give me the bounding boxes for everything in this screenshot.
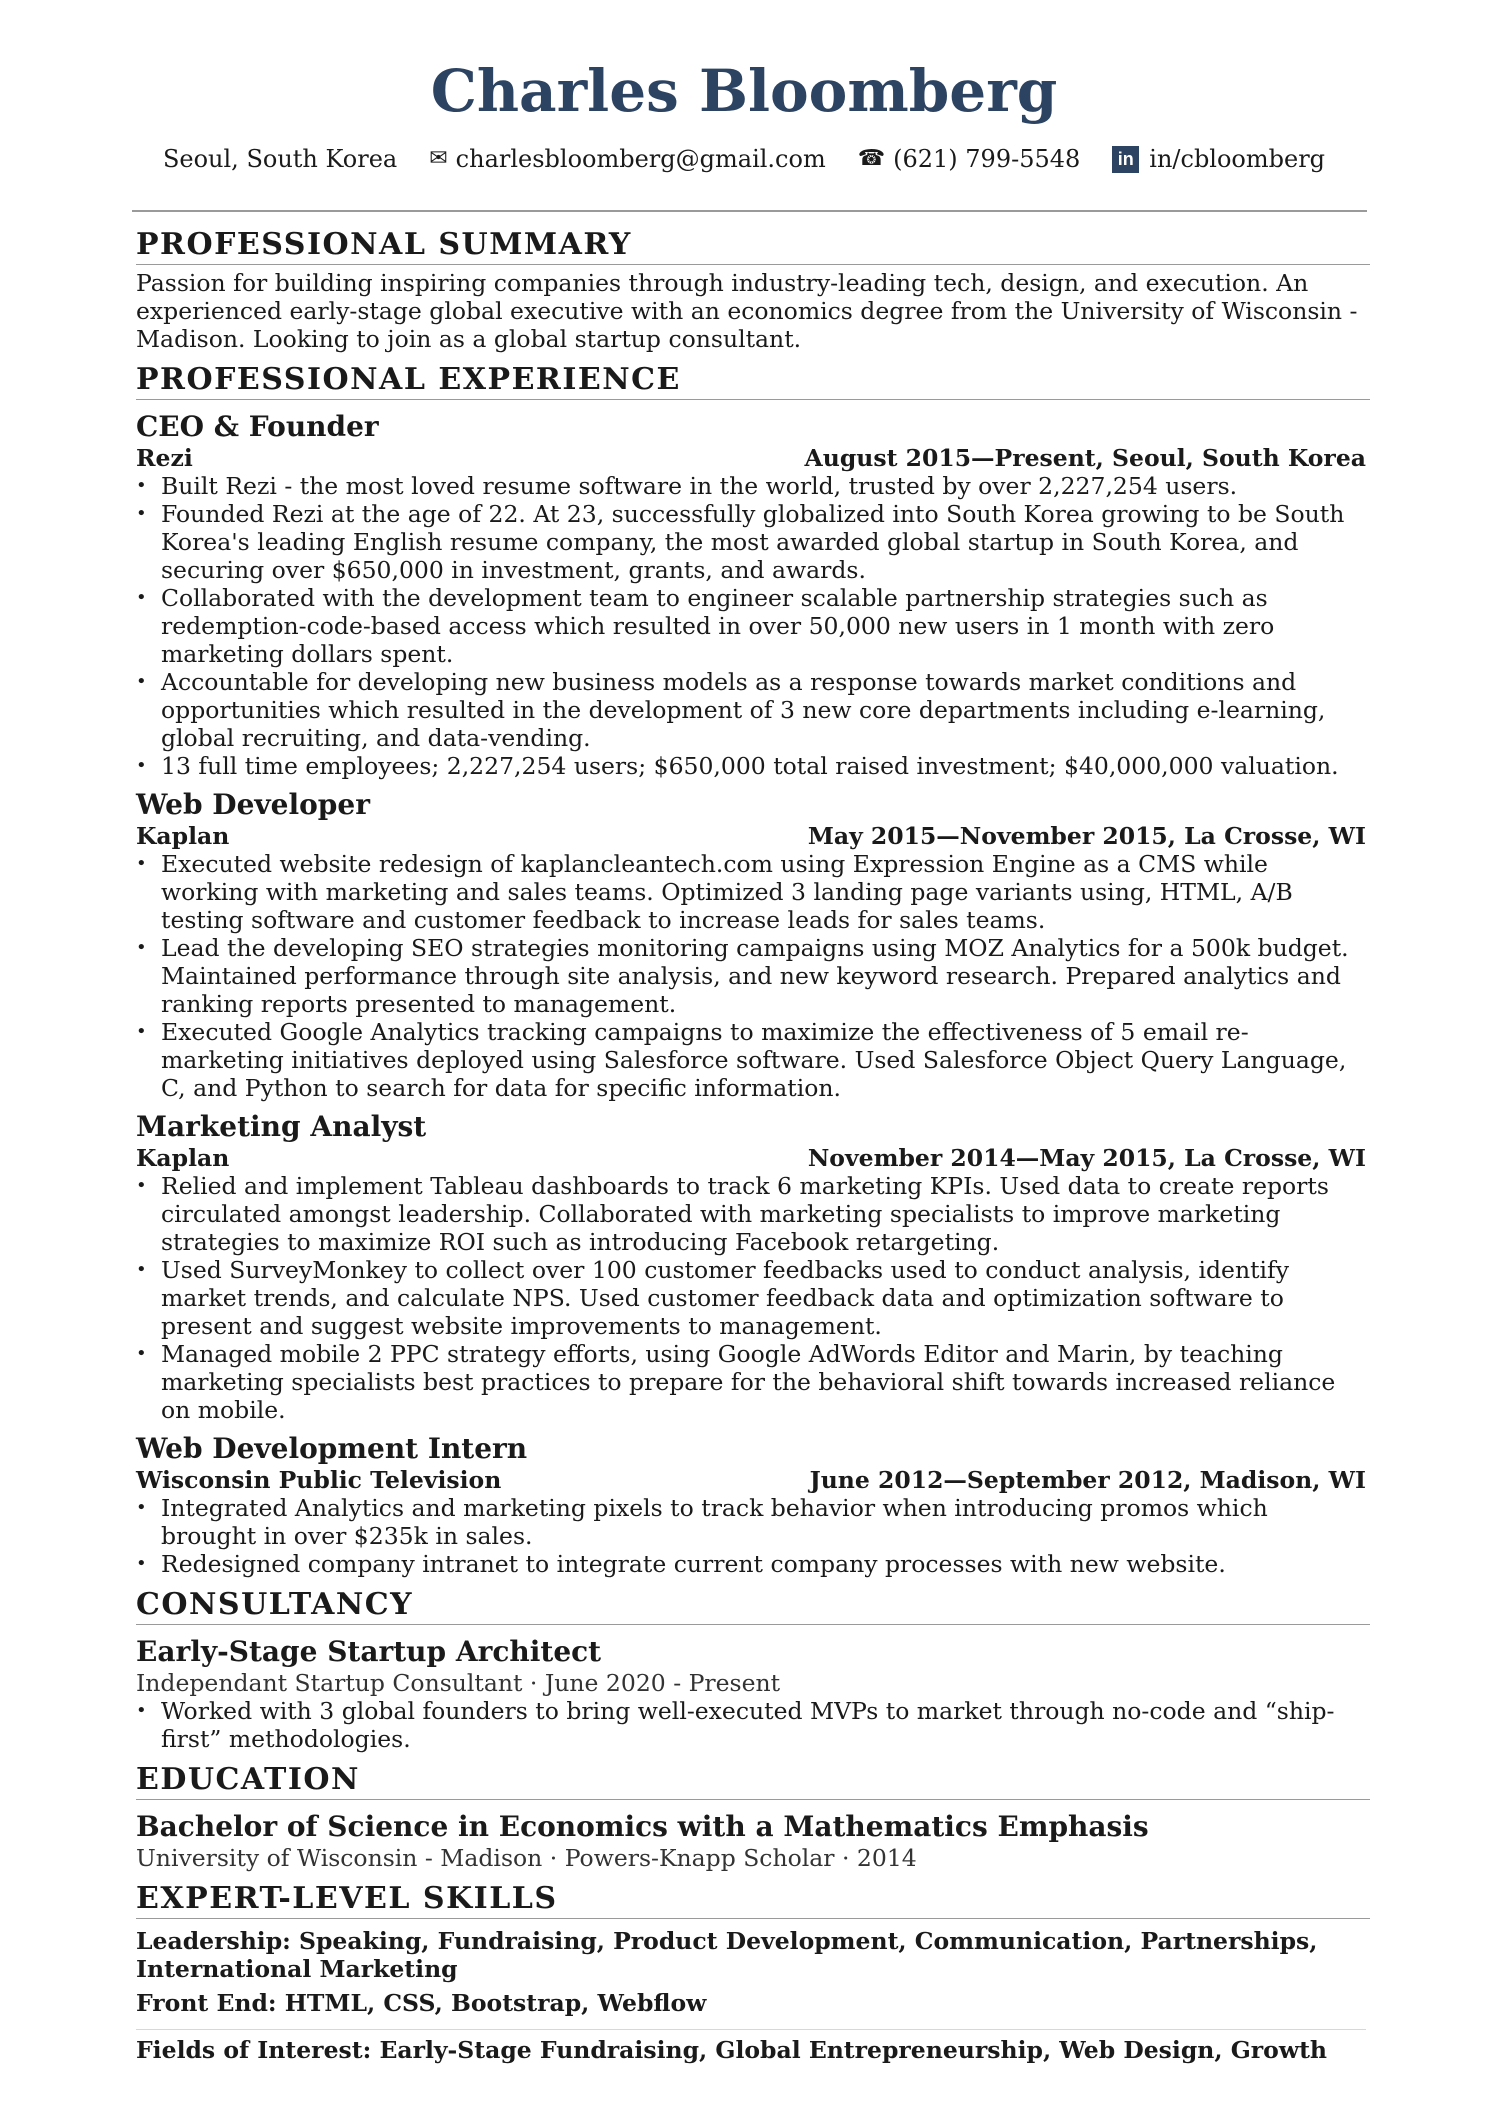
consultancy-role: Early-Stage Startup Architect (136, 1635, 602, 1668)
section-title-experience: PROFESSIONAL EXPERIENCE (136, 361, 1370, 400)
list-item: • 13 full time employees; 2,227,254 users; $650,000 total raised investment; $40,000,000 valuation. (136, 752, 1366, 780)
job-title: Marketing Analyst (136, 1110, 427, 1143)
consultancy-subline: Independant Startup Consultant · June 2020 - Present (136, 1669, 781, 1697)
list-item: • Built Rezi - the most loved resume software in the world, trusted by over 2,227,254 users. (136, 472, 1366, 500)
skill-row: Leadership: Speaking, Fundraising, Product Development, Communication, Partnerships, International Marketing (136, 1927, 1318, 1983)
job-dates-location: May 2015—November 2015, La Crosse, WI (807, 822, 1366, 850)
job-company: Rezi (136, 444, 193, 472)
job-header (136, 822, 1366, 850)
candidate-name: Charles Bloomberg (430, 57, 1058, 125)
linkedin-text[interactable]: in/cbloomberg (1149, 145, 1326, 173)
list-item: • Executed website redesign of kaplancleantech.com using Expression Engine as a CMS while working with marketing and sales teams. Optimized 3 landing page variants using, HTML, A/B testing software and customer feedback to increase leads for sales teams. (136, 850, 1366, 934)
job-title: CEO & Founder (136, 410, 379, 443)
education-subline: University of Wisconsin - Madison · Powers-Knapp Scholar · 2014 (136, 1844, 917, 1872)
section-title-skills: EXPERT-LEVEL SKILLS (136, 1880, 1370, 1919)
list-item: • Managed mobile 2 PPC strategy efforts, using Google AdWords Editor and Marin, by teaching marketing specialists best practices to prepare for the behavioral shift towards increased reliance on mobile. (136, 1340, 1366, 1424)
job-company: Wisconsin Public Television (136, 1466, 502, 1494)
section-title-consultancy: CONSULTANCY (136, 1586, 1370, 1625)
phone-icon: ☎ (857, 146, 886, 171)
list-item: • Integrated Analytics and marketing pixels to track behavior when introducing promos which brought in over $235k in sales. (136, 1494, 1366, 1550)
job-dates-location: August 2015—Present, Seoul, South Korea (804, 444, 1366, 472)
job-bullets (136, 472, 1366, 780)
list-item: • Redesigned company intranet to integrate current company processes with new website. (136, 1550, 1366, 1578)
job-bullets (136, 1494, 1366, 1578)
list-item: • Accountable for developing new business models as a response towards market conditions and opportunities which resulted in the development of 3 new core departments including e-learning, global recruiting, and data-vending. (136, 668, 1366, 752)
location-text: Seoul, South Korea (162, 145, 398, 173)
list-item: • Relied and implement Tableau dashboards to track 6 marketing KPIs. Used data to create reports circulated amongst leadership. Collaborated with marketing specialists to improve marketing strategies to maximize ROI such as introducing Facebook retargeting. (136, 1172, 1366, 1256)
contact-phone[interactable] (858, 142, 1081, 176)
contact-location (163, 142, 397, 176)
contact-linkedin[interactable] (1112, 142, 1325, 176)
skills-divider (136, 2029, 1366, 2030)
contact-email[interactable] (429, 142, 825, 176)
job-header (136, 1144, 1366, 1172)
header-divider (132, 210, 1367, 212)
list-item: • Executed Google Analytics tracking campaigns to maximize the effectiveness of 5 email re-marketing initiatives deployed using Salesforce software. Used Salesforce Object Query Language, C, and Python to search for data for specific information. (136, 1018, 1366, 1102)
linkedin-icon: in (1112, 146, 1139, 173)
list-item: • Lead the developing SEO strategies monitoring campaigns using MOZ Analytics for a 500k budget. Maintained performance through site analysis, and new keyword research. Prepared analytics and ranking reports presented to management. (136, 934, 1366, 1018)
consultancy-bullets (136, 1697, 1366, 1753)
section-title-summary: PROFESSIONAL SUMMARY (136, 226, 1370, 265)
contact-bar (0, 142, 1488, 176)
list-item: • Used SurveyMonkey to collect over 100 customer feedbacks used to conduct analysis, identify market trends, and calculate NPS. Used customer feedback data and optimization software to present and suggest website improvements to management. (136, 1256, 1366, 1340)
job-dates-location: November 2014—May 2015, La Crosse, WI (807, 1144, 1366, 1172)
job-company: Kaplan (136, 1144, 230, 1172)
skill-row: Fields of Interest: Early-Stage Fundraising, Global Entrepreneurship, Web Design, Growth (136, 2036, 1328, 2064)
job-title: Web Development Intern (136, 1432, 528, 1465)
job-title: Web Developer (136, 788, 370, 821)
resume-body (136, 224, 1366, 2064)
skill-row: Front End: HTML, CSS, Bootstrap, Webflow (136, 1989, 707, 2017)
phone-text[interactable]: (621) 799-5548 (893, 145, 1081, 173)
list-item: • Collaborated with the development team to engineer scalable partnership strategies such as redemption-code-based access which resulted in over 50,000 new users in 1 month with zero marketing dollars spent. (136, 584, 1366, 668)
list-item: • Founded Rezi at the age of 22. At 23, successfully globalized into South Korea growing to be South Korea's leading English resume company, the most awarded global startup in South Korea, and securing over $650,000 in investment, grants, and awards. (136, 500, 1366, 584)
job-bullets (136, 850, 1366, 1102)
education-degree: Bachelor of Science in Economics with a Mathematics Emphasis (136, 1810, 1149, 1843)
envelope-icon: ✉ (429, 146, 448, 171)
email-text[interactable]: charlesbloomberg@gmail.com (455, 145, 826, 173)
section-title-education: EDUCATION (136, 1761, 1370, 1800)
summary-text: Passion for building inspiring companies through industry-leading tech, design, and execution. An experienced early-stage global executive with an economics degree from the University of Wisconsin - Madison. Looking to join as a global startup consultant. (136, 269, 1358, 353)
job-header (136, 444, 1366, 472)
list-item: • Worked with 3 global founders to bring well-executed MVPs to market through no-code and “ship-first” methodologies. (136, 1697, 1366, 1753)
job-company: Kaplan (136, 822, 230, 850)
job-bullets (136, 1172, 1366, 1424)
job-header (136, 1466, 1366, 1494)
job-dates-location: June 2012—September 2012, Madison, WI (809, 1466, 1366, 1494)
